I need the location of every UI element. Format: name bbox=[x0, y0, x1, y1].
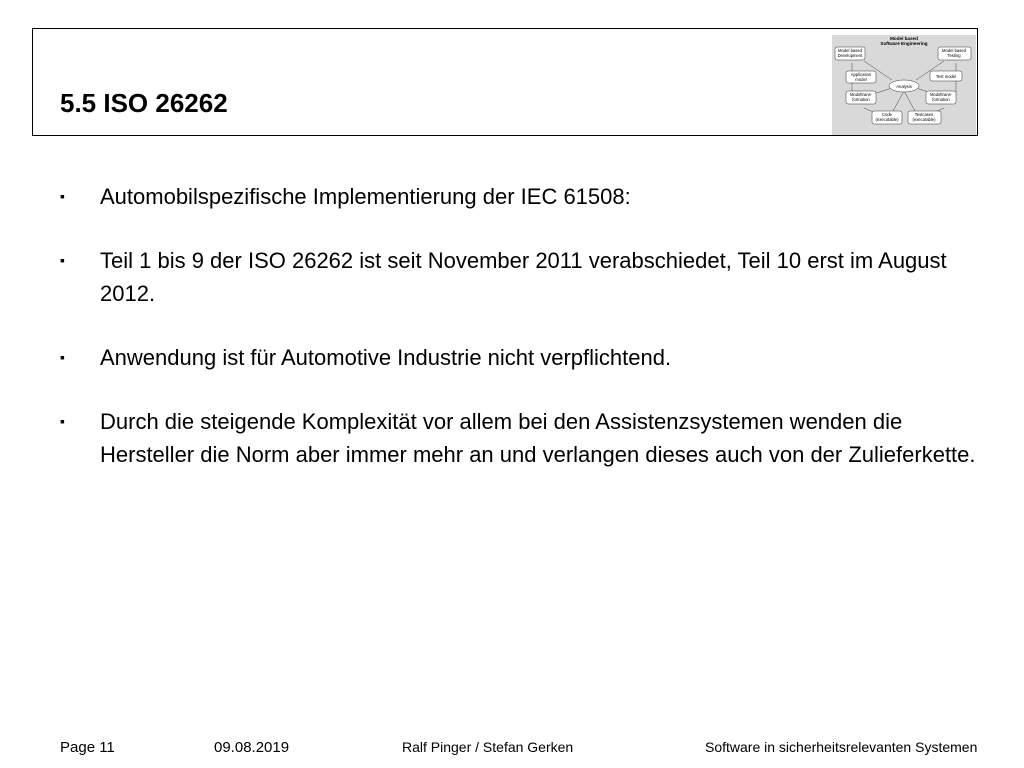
code-label-line1: Code bbox=[881, 112, 893, 117]
bullet-marker: ▪ bbox=[60, 413, 65, 429]
bullet-marker: ▪ bbox=[60, 188, 65, 204]
bullet-marker: ▪ bbox=[60, 252, 65, 268]
bullet-marker: ▪ bbox=[60, 349, 65, 365]
dev-label-line2: Development bbox=[837, 53, 863, 58]
page-title: 5.5 ISO 26262 bbox=[60, 88, 228, 118]
bullet-text: Teil 1 bis 9 der ISO 26262 ist seit November 2011 verabschiedet, Teil 10 erst im August 2012. bbox=[100, 248, 947, 306]
modeltrans-left-line1: Modeltrans- bbox=[849, 92, 873, 97]
test-model-label: Test model bbox=[935, 74, 957, 79]
bullet-list bbox=[60, 180, 990, 502]
footer-date: 09.08.2019 bbox=[214, 739, 290, 756]
diagram-title-line1: Model based bbox=[890, 36, 918, 41]
footer-page-number: Page 11 bbox=[60, 739, 115, 756]
bullet-item bbox=[60, 180, 990, 213]
footer-course: Software in sicherheitsrelevanten Systemen bbox=[705, 739, 978, 755]
dev-label-line1: Model based bbox=[838, 48, 862, 53]
bullet-text: Automobilspezifische Implementierung der IEC 61508: bbox=[100, 184, 631, 209]
modeltrans-right-line2: formation bbox=[932, 97, 950, 102]
code-label-line2: (executable) bbox=[875, 117, 899, 122]
diagram-title-line2: Software Engineering bbox=[880, 41, 928, 46]
analysis-label: Analysis bbox=[896, 84, 912, 89]
app-label-line2: model bbox=[855, 77, 867, 82]
modeltrans-left-line2: formation bbox=[852, 97, 870, 102]
app-label-line1: Application bbox=[850, 72, 872, 77]
bullet-item bbox=[60, 244, 990, 310]
testing-label-line1: Model based bbox=[942, 48, 966, 53]
testcases-label-line1: Testcases bbox=[914, 112, 934, 117]
model-based-se-diagram bbox=[832, 35, 976, 135]
bullet-item bbox=[60, 341, 990, 374]
modeltrans-right-line1: Modeltrans- bbox=[929, 92, 953, 97]
testcases-label-line2: (executable) bbox=[912, 117, 936, 122]
footer-authors: Ralf Pinger / Stefan Gerken bbox=[402, 739, 574, 755]
bullet-text: Durch die steigende Komplexität vor allem bei den Assistenzsystemen wenden die Hersteller die Norm aber immer mehr an und verlangen dieses auch von der Zulieferkette. bbox=[100, 409, 976, 467]
bullet-text: Anwendung ist für Automotive Industrie nicht verpflichtend. bbox=[100, 345, 672, 370]
testing-label-line2: Testing bbox=[947, 53, 961, 58]
bullet-item bbox=[60, 405, 990, 471]
